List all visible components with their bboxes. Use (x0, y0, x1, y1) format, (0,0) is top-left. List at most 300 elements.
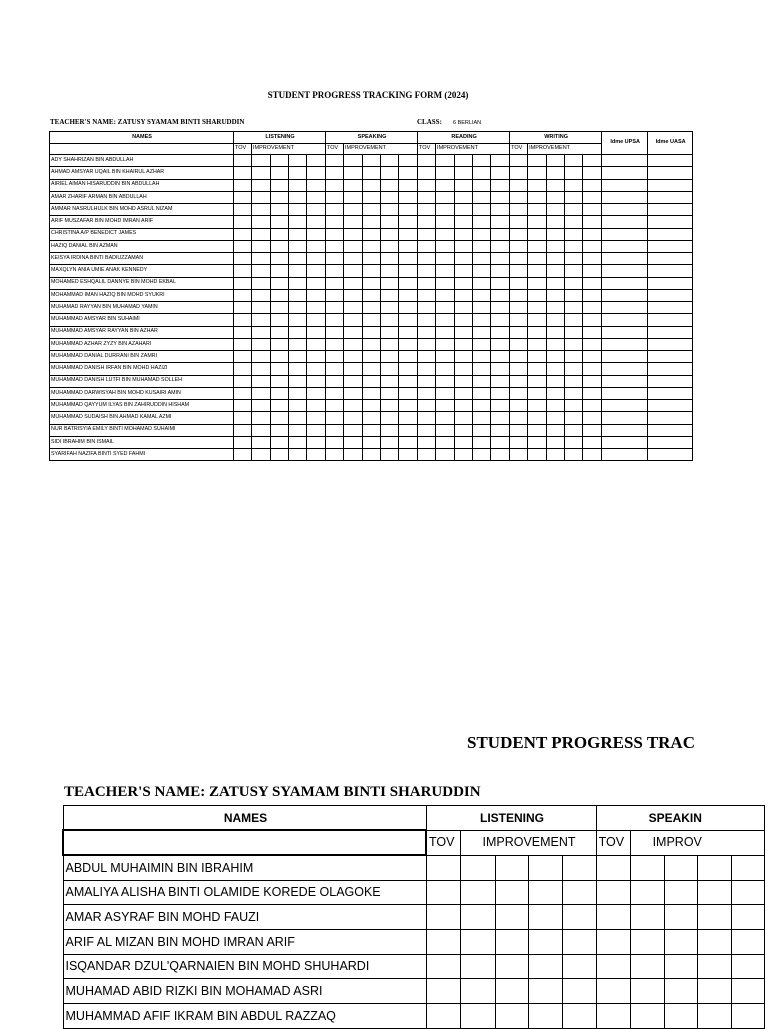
score-cell[interactable] (344, 436, 363, 448)
score-cell[interactable] (399, 289, 418, 301)
score-cell[interactable] (363, 375, 381, 387)
score-cell[interactable] (289, 253, 307, 265)
score-cell[interactable] (326, 387, 344, 399)
score-cell[interactable] (528, 930, 562, 955)
score-cell[interactable] (495, 954, 528, 979)
score-cell[interactable] (418, 363, 436, 375)
score-cell[interactable] (455, 326, 473, 338)
score-cell[interactable] (510, 277, 528, 289)
score-cell[interactable] (648, 216, 693, 228)
score-cell[interactable] (547, 191, 565, 203)
score-cell[interactable] (363, 277, 381, 289)
score-cell[interactable] (562, 979, 596, 1004)
score-cell[interactable] (344, 351, 363, 363)
score-cell[interactable] (234, 228, 252, 240)
score-cell[interactable] (547, 167, 565, 179)
score-cell[interactable] (234, 412, 252, 424)
score-cell[interactable] (473, 326, 491, 338)
score-cell[interactable] (326, 216, 344, 228)
score-cell[interactable] (565, 228, 583, 240)
score-cell[interactable] (344, 400, 363, 412)
score-cell[interactable] (344, 191, 363, 203)
score-cell[interactable] (664, 954, 697, 979)
score-cell[interactable] (565, 363, 583, 375)
score-cell[interactable] (234, 265, 252, 277)
score-cell[interactable] (363, 351, 381, 363)
score-cell[interactable] (271, 191, 289, 203)
score-cell[interactable] (418, 228, 436, 240)
score-cell[interactable] (289, 265, 307, 277)
score-cell[interactable] (307, 277, 326, 289)
score-cell[interactable] (602, 302, 648, 314)
score-cell[interactable] (664, 1004, 697, 1029)
score-cell[interactable] (473, 277, 491, 289)
score-cell[interactable] (307, 179, 326, 191)
score-cell[interactable] (399, 387, 418, 399)
score-cell[interactable] (271, 424, 289, 436)
score-cell[interactable] (473, 155, 491, 167)
score-cell[interactable] (473, 387, 491, 399)
score-cell[interactable] (510, 240, 528, 252)
score-cell[interactable] (418, 314, 436, 326)
score-cell[interactable] (252, 265, 271, 277)
score-cell[interactable] (436, 302, 455, 314)
score-cell[interactable] (399, 412, 418, 424)
score-cell[interactable] (455, 412, 473, 424)
score-cell[interactable] (565, 400, 583, 412)
score-cell[interactable] (491, 363, 510, 375)
score-cell[interactable] (381, 375, 399, 387)
score-cell[interactable] (596, 954, 630, 979)
score-cell[interactable] (381, 449, 399, 461)
score-cell[interactable] (252, 412, 271, 424)
score-cell[interactable] (289, 216, 307, 228)
score-cell[interactable] (252, 326, 271, 338)
score-cell[interactable] (307, 375, 326, 387)
score-cell[interactable] (528, 289, 547, 301)
score-cell[interactable] (528, 204, 547, 216)
score-cell[interactable] (436, 400, 455, 412)
score-cell[interactable] (363, 204, 381, 216)
score-cell[interactable] (252, 240, 271, 252)
score-cell[interactable] (363, 265, 381, 277)
score-cell[interactable] (491, 314, 510, 326)
score-cell[interactable] (326, 338, 344, 350)
score-cell[interactable] (399, 179, 418, 191)
score-cell[interactable] (510, 338, 528, 350)
score-cell[interactable] (602, 338, 648, 350)
score-cell[interactable] (583, 289, 602, 301)
score-cell[interactable] (455, 167, 473, 179)
score-cell[interactable] (528, 855, 562, 880)
score-cell[interactable] (491, 387, 510, 399)
score-cell[interactable] (426, 979, 460, 1004)
score-cell[interactable] (455, 400, 473, 412)
score-cell[interactable] (344, 338, 363, 350)
score-cell[interactable] (648, 167, 693, 179)
score-cell[interactable] (583, 436, 602, 448)
score-cell[interactable] (528, 387, 547, 399)
score-cell[interactable] (565, 449, 583, 461)
score-cell[interactable] (455, 302, 473, 314)
score-cell[interactable] (326, 326, 344, 338)
score-cell[interactable] (491, 326, 510, 338)
score-cell[interactable] (491, 400, 510, 412)
score-cell[interactable] (418, 436, 436, 448)
score-cell[interactable] (252, 167, 271, 179)
score-cell[interactable] (547, 228, 565, 240)
score-cell[interactable] (491, 277, 510, 289)
score-cell[interactable] (418, 179, 436, 191)
score-cell[interactable] (326, 449, 344, 461)
score-cell[interactable] (234, 289, 252, 301)
score-cell[interactable] (399, 155, 418, 167)
score-cell[interactable] (289, 204, 307, 216)
score-cell[interactable] (602, 155, 648, 167)
score-cell[interactable] (547, 424, 565, 436)
score-cell[interactable] (234, 351, 252, 363)
score-cell[interactable] (460, 880, 495, 905)
score-cell[interactable] (602, 449, 648, 461)
score-cell[interactable] (602, 314, 648, 326)
score-cell[interactable] (697, 930, 731, 955)
score-cell[interactable] (399, 302, 418, 314)
score-cell[interactable] (399, 216, 418, 228)
score-cell[interactable] (436, 436, 455, 448)
score-cell[interactable] (436, 240, 455, 252)
score-cell[interactable] (381, 436, 399, 448)
score-cell[interactable] (418, 265, 436, 277)
score-cell[interactable] (289, 387, 307, 399)
score-cell[interactable] (381, 228, 399, 240)
score-cell[interactable] (547, 351, 565, 363)
score-cell[interactable] (583, 314, 602, 326)
score-cell[interactable] (491, 179, 510, 191)
score-cell[interactable] (510, 265, 528, 277)
score-cell[interactable] (562, 930, 596, 955)
score-cell[interactable] (562, 905, 596, 930)
score-cell[interactable] (363, 314, 381, 326)
score-cell[interactable] (399, 314, 418, 326)
score-cell[interactable] (307, 436, 326, 448)
score-cell[interactable] (307, 216, 326, 228)
score-cell[interactable] (289, 338, 307, 350)
score-cell[interactable] (565, 277, 583, 289)
score-cell[interactable] (326, 228, 344, 240)
score-cell[interactable] (418, 387, 436, 399)
score-cell[interactable] (344, 167, 363, 179)
score-cell[interactable] (648, 363, 693, 375)
score-cell[interactable] (399, 436, 418, 448)
score-cell[interactable] (648, 253, 693, 265)
score-cell[interactable] (436, 265, 455, 277)
score-cell[interactable] (381, 216, 399, 228)
score-cell[interactable] (271, 412, 289, 424)
score-cell[interactable] (495, 1004, 528, 1029)
score-cell[interactable] (326, 302, 344, 314)
score-cell[interactable] (271, 326, 289, 338)
score-cell[interactable] (234, 326, 252, 338)
score-cell[interactable] (510, 387, 528, 399)
score-cell[interactable] (547, 253, 565, 265)
score-cell[interactable] (473, 240, 491, 252)
score-cell[interactable] (363, 302, 381, 314)
score-cell[interactable] (602, 191, 648, 203)
score-cell[interactable] (234, 424, 252, 436)
score-cell[interactable] (307, 253, 326, 265)
score-cell[interactable] (344, 424, 363, 436)
score-cell[interactable] (510, 326, 528, 338)
score-cell[interactable] (381, 412, 399, 424)
score-cell[interactable] (562, 954, 596, 979)
score-cell[interactable] (697, 855, 731, 880)
score-cell[interactable] (289, 179, 307, 191)
score-cell[interactable] (363, 387, 381, 399)
score-cell[interactable] (418, 204, 436, 216)
score-cell[interactable] (583, 155, 602, 167)
score-cell[interactable] (326, 363, 344, 375)
score-cell[interactable] (510, 314, 528, 326)
score-cell[interactable] (344, 265, 363, 277)
score-cell[interactable] (289, 289, 307, 301)
score-cell[interactable] (583, 400, 602, 412)
score-cell[interactable] (547, 436, 565, 448)
score-cell[interactable] (583, 179, 602, 191)
score-cell[interactable] (565, 179, 583, 191)
score-cell[interactable] (602, 240, 648, 252)
score-cell[interactable] (363, 289, 381, 301)
score-cell[interactable] (528, 216, 547, 228)
score-cell[interactable] (326, 375, 344, 387)
score-cell[interactable] (271, 449, 289, 461)
score-cell[interactable] (460, 905, 495, 930)
score-cell[interactable] (252, 375, 271, 387)
score-cell[interactable] (289, 400, 307, 412)
score-cell[interactable] (307, 302, 326, 314)
score-cell[interactable] (363, 216, 381, 228)
score-cell[interactable] (547, 400, 565, 412)
score-cell[interactable] (547, 204, 565, 216)
score-cell[interactable] (289, 326, 307, 338)
score-cell[interactable] (565, 167, 583, 179)
score-cell[interactable] (648, 155, 693, 167)
score-cell[interactable] (436, 363, 455, 375)
score-cell[interactable] (307, 191, 326, 203)
score-cell[interactable] (473, 228, 491, 240)
score-cell[interactable] (436, 338, 455, 350)
score-cell[interactable] (289, 314, 307, 326)
score-cell[interactable] (455, 338, 473, 350)
score-cell[interactable] (363, 155, 381, 167)
score-cell[interactable] (234, 216, 252, 228)
score-cell[interactable] (473, 449, 491, 461)
score-cell[interactable] (510, 436, 528, 448)
score-cell[interactable] (344, 204, 363, 216)
score-cell[interactable] (528, 363, 547, 375)
score-cell[interactable] (418, 289, 436, 301)
score-cell[interactable] (455, 449, 473, 461)
score-cell[interactable] (326, 167, 344, 179)
score-cell[interactable] (399, 265, 418, 277)
score-cell[interactable] (436, 412, 455, 424)
score-cell[interactable] (491, 240, 510, 252)
score-cell[interactable] (664, 905, 697, 930)
score-cell[interactable] (602, 387, 648, 399)
score-cell[interactable] (583, 253, 602, 265)
score-cell[interactable] (648, 179, 693, 191)
score-cell[interactable] (547, 277, 565, 289)
score-cell[interactable] (234, 204, 252, 216)
score-cell[interactable] (547, 155, 565, 167)
score-cell[interactable] (583, 387, 602, 399)
score-cell[interactable] (418, 400, 436, 412)
score-cell[interactable] (648, 375, 693, 387)
score-cell[interactable] (326, 265, 344, 277)
score-cell[interactable] (289, 375, 307, 387)
score-cell[interactable] (473, 265, 491, 277)
score-cell[interactable] (648, 436, 693, 448)
score-cell[interactable] (271, 338, 289, 350)
score-cell[interactable] (363, 191, 381, 203)
score-cell[interactable] (473, 204, 491, 216)
score-cell[interactable] (271, 277, 289, 289)
score-cell[interactable] (602, 363, 648, 375)
score-cell[interactable] (491, 191, 510, 203)
score-cell[interactable] (252, 363, 271, 375)
score-cell[interactable] (491, 265, 510, 277)
score-cell[interactable] (731, 880, 764, 905)
score-cell[interactable] (528, 424, 547, 436)
score-cell[interactable] (565, 387, 583, 399)
score-cell[interactable] (510, 351, 528, 363)
score-cell[interactable] (596, 979, 630, 1004)
score-cell[interactable] (697, 979, 731, 1004)
score-cell[interactable] (583, 167, 602, 179)
score-cell[interactable] (602, 424, 648, 436)
score-cell[interactable] (473, 179, 491, 191)
score-cell[interactable] (528, 155, 547, 167)
score-cell[interactable] (473, 191, 491, 203)
score-cell[interactable] (436, 326, 455, 338)
score-cell[interactable] (399, 191, 418, 203)
score-cell[interactable] (528, 314, 547, 326)
score-cell[interactable] (426, 855, 460, 880)
score-cell[interactable] (510, 155, 528, 167)
score-cell[interactable] (381, 253, 399, 265)
score-cell[interactable] (418, 375, 436, 387)
score-cell[interactable] (491, 167, 510, 179)
score-cell[interactable] (648, 424, 693, 436)
score-cell[interactable] (547, 265, 565, 277)
score-cell[interactable] (565, 155, 583, 167)
score-cell[interactable] (436, 289, 455, 301)
score-cell[interactable] (252, 179, 271, 191)
score-cell[interactable] (399, 240, 418, 252)
score-cell[interactable] (381, 363, 399, 375)
score-cell[interactable] (510, 253, 528, 265)
score-cell[interactable] (289, 363, 307, 375)
score-cell[interactable] (565, 375, 583, 387)
score-cell[interactable] (473, 375, 491, 387)
score-cell[interactable] (344, 277, 363, 289)
score-cell[interactable] (697, 880, 731, 905)
score-cell[interactable] (307, 155, 326, 167)
score-cell[interactable] (399, 204, 418, 216)
score-cell[interactable] (289, 449, 307, 461)
score-cell[interactable] (460, 855, 495, 880)
score-cell[interactable] (528, 167, 547, 179)
score-cell[interactable] (326, 424, 344, 436)
score-cell[interactable] (234, 387, 252, 399)
score-cell[interactable] (630, 979, 664, 1004)
score-cell[interactable] (436, 228, 455, 240)
score-cell[interactable] (528, 265, 547, 277)
score-cell[interactable] (648, 277, 693, 289)
score-cell[interactable] (418, 191, 436, 203)
score-cell[interactable] (436, 204, 455, 216)
score-cell[interactable] (583, 191, 602, 203)
score-cell[interactable] (491, 449, 510, 461)
score-cell[interactable] (252, 253, 271, 265)
score-cell[interactable] (528, 277, 547, 289)
score-cell[interactable] (583, 412, 602, 424)
score-cell[interactable] (602, 289, 648, 301)
score-cell[interactable] (473, 412, 491, 424)
score-cell[interactable] (344, 363, 363, 375)
score-cell[interactable] (426, 880, 460, 905)
score-cell[interactable] (426, 905, 460, 930)
score-cell[interactable] (307, 449, 326, 461)
score-cell[interactable] (307, 351, 326, 363)
score-cell[interactable] (731, 905, 764, 930)
score-cell[interactable] (565, 326, 583, 338)
score-cell[interactable] (326, 155, 344, 167)
score-cell[interactable] (547, 326, 565, 338)
score-cell[interactable] (381, 204, 399, 216)
score-cell[interactable] (234, 155, 252, 167)
score-cell[interactable] (565, 265, 583, 277)
score-cell[interactable] (307, 400, 326, 412)
score-cell[interactable] (602, 412, 648, 424)
score-cell[interactable] (565, 204, 583, 216)
score-cell[interactable] (363, 400, 381, 412)
score-cell[interactable] (547, 289, 565, 301)
score-cell[interactable] (583, 424, 602, 436)
score-cell[interactable] (602, 277, 648, 289)
score-cell[interactable] (381, 302, 399, 314)
score-cell[interactable] (491, 436, 510, 448)
score-cell[interactable] (252, 204, 271, 216)
score-cell[interactable] (307, 412, 326, 424)
score-cell[interactable] (473, 363, 491, 375)
score-cell[interactable] (528, 351, 547, 363)
score-cell[interactable] (455, 228, 473, 240)
score-cell[interactable] (381, 338, 399, 350)
score-cell[interactable] (252, 351, 271, 363)
score-cell[interactable] (731, 979, 764, 1004)
score-cell[interactable] (344, 412, 363, 424)
score-cell[interactable] (565, 436, 583, 448)
score-cell[interactable] (381, 240, 399, 252)
score-cell[interactable] (399, 375, 418, 387)
score-cell[interactable] (547, 387, 565, 399)
score-cell[interactable] (547, 240, 565, 252)
score-cell[interactable] (307, 204, 326, 216)
score-cell[interactable] (252, 155, 271, 167)
score-cell[interactable] (289, 277, 307, 289)
score-cell[interactable] (326, 351, 344, 363)
score-cell[interactable] (271, 314, 289, 326)
